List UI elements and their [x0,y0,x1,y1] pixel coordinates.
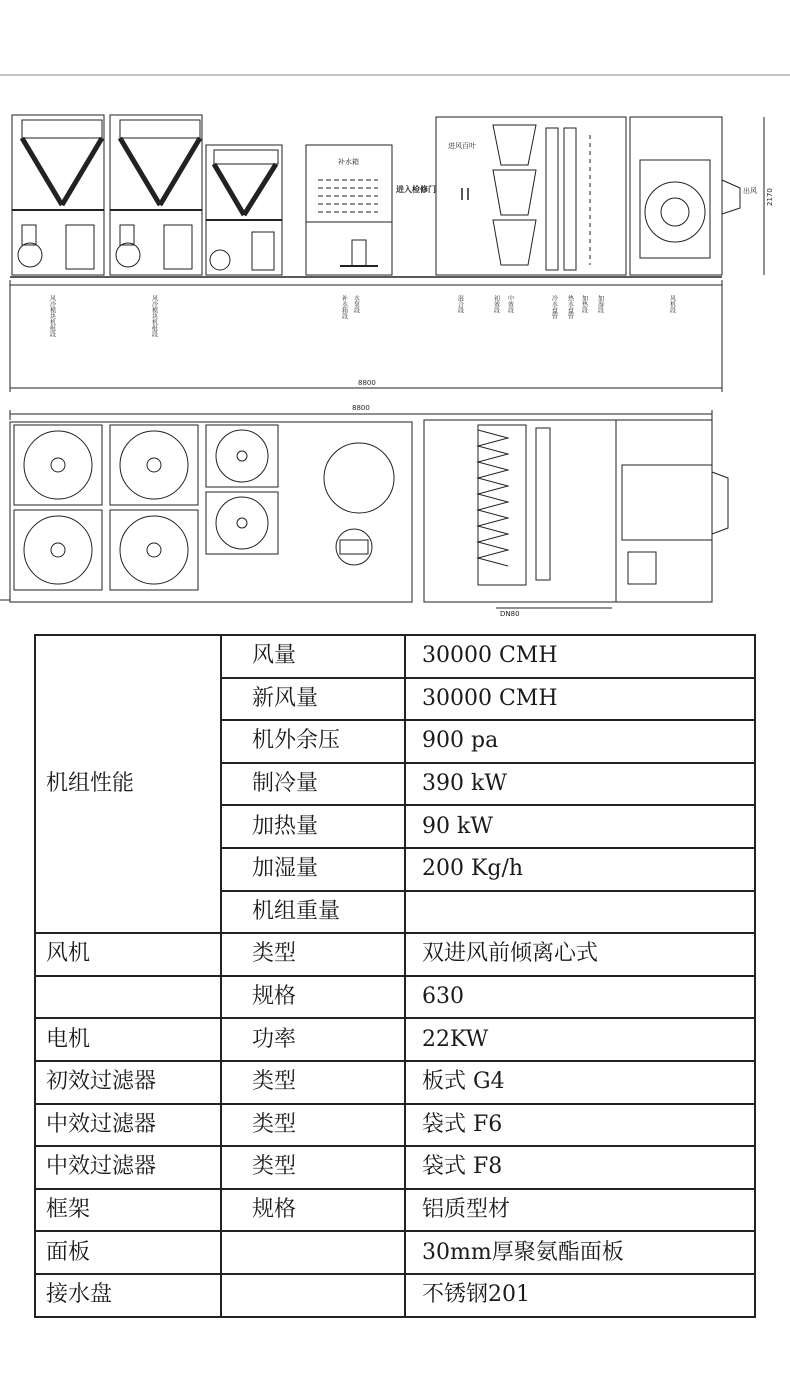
row-parameter: 制冷量 [221,763,405,806]
row-parameter [221,1231,405,1274]
row-value: 铝质型材 [405,1189,755,1232]
row-parameter: 类型 [221,1146,405,1189]
row-value: 袋式 F8 [405,1146,755,1189]
air-cooled-module-2 [110,115,202,275]
row-value: 30mm厚聚氨酯面板 [405,1231,755,1274]
row-value: 900 pa [405,720,755,763]
row-parameter: 新风量 [221,678,405,721]
side-view [10,115,774,392]
row-parameter: 机外余压 [221,720,405,763]
label-chilled-coil: 冷水盘管 [550,295,558,319]
tank-pump-section [306,145,392,275]
row-parameter: 功率 [221,1018,405,1061]
row-value: 630 [405,976,755,1019]
table-row [35,1061,755,1104]
louver-label: 进风百叶 [448,142,476,150]
row-parameter: 风量 [221,635,405,678]
row-value: 22KW [405,1018,755,1061]
row-value [405,891,755,934]
row-category: 中效过滤器 [35,1104,221,1147]
table-row [35,1274,755,1317]
fan-grid [14,425,278,590]
label-medium: 中效段 [506,295,514,313]
row-category: 风机 [35,933,221,976]
row-category: 机组性能 [35,635,221,933]
label-fan: 风机段 [668,295,676,313]
table-row [35,1104,755,1147]
row-parameter: 机组重量 [221,891,405,934]
row-category [35,976,221,1019]
label-primary: 初效段 [492,295,500,313]
row-value: 不锈钢201 [405,1274,755,1317]
label-heating: 加热段 [580,295,588,313]
outlet-label: 出风 [743,187,757,195]
table-row [35,976,755,1019]
label-air-cooled-2: 风冷模块机组段 [150,295,158,337]
row-parameter [221,1274,405,1317]
air-cooled-module-1 [12,115,104,275]
row-parameter: 类型 [221,1061,405,1104]
plan-view [0,404,728,618]
unit-drawing [0,0,790,620]
row-parameter: 类型 [221,933,405,976]
row-value: 板式 G4 [405,1061,755,1104]
row-value: 双进风前倾离心式 [405,933,755,976]
row-category: 电机 [35,1018,221,1061]
spec-table [34,634,756,1318]
row-value: 390 kW [405,763,755,806]
row-parameter: 规格 [221,1189,405,1232]
side-width-dim: 8800 [358,379,376,387]
air-cooled-module-3 [206,145,282,275]
row-category: 框架 [35,1189,221,1232]
table-row [35,933,755,976]
label-mixing: 混合段 [456,295,464,313]
row-value: 30000 CMH [405,678,755,721]
row-value: 袋式 F6 [405,1104,755,1147]
row-parameter: 规格 [221,976,405,1019]
filter-section [436,117,626,275]
row-parameter: 类型 [221,1104,405,1147]
table-row [35,1146,755,1189]
label-air-cooled-1: 风冷模块机组段 [48,295,56,337]
row-value: 200 Kg/h [405,848,755,891]
access-door-label: 进入检修门 [396,185,436,194]
plan-width-dim: 8800 [352,404,370,412]
row-value: 30000 CMH [405,635,755,678]
row-category: 接水盘 [35,1274,221,1317]
label-makeup-tank: 补水箱段 [340,295,348,319]
height-dim: 2170 [766,188,774,206]
row-parameter: 加热量 [221,805,405,848]
table-row [35,635,755,678]
row-category: 中效过滤器 [35,1146,221,1189]
label-pump: 水泵段 [352,295,360,313]
row-parameter: 加湿量 [221,848,405,891]
table-row [35,1189,755,1232]
table-row [35,1018,755,1061]
tank-label: 补水箱 [338,158,359,166]
fan-section [630,117,774,275]
drain-label: DN80 [500,610,520,618]
label-humidify: 加湿段 [596,295,604,313]
table-row [35,1231,755,1274]
row-category: 初效过滤器 [35,1061,221,1104]
row-value: 90 kW [405,805,755,848]
row-category: 面板 [35,1231,221,1274]
label-hot-coil: 热水盘管 [566,295,574,319]
